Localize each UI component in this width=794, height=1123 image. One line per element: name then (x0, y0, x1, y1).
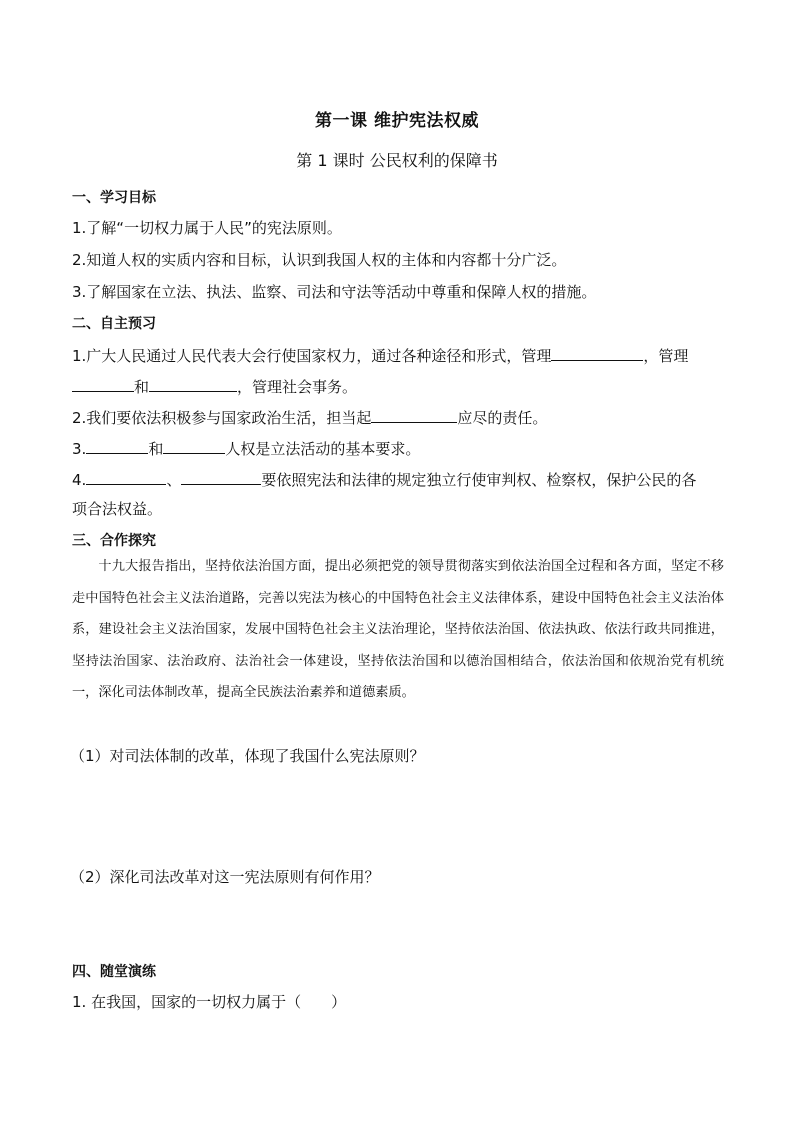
preview-question-2 (72, 405, 547, 428)
practice-question-1: 1. 在我国，国家的一切权力属于（ ） (72, 993, 347, 1011)
answer-blank[interactable] (86, 436, 148, 454)
explore-question-2: （2）深化司法改革对这一宪法原则有何作用？ (70, 868, 380, 886)
question-text: 3. (72, 440, 87, 458)
preview-question-1 (72, 343, 688, 366)
question-text: 1.广大人民通过人民代表大会行使国家权力，通过各种途径和形式，管理 (72, 347, 552, 365)
page-subtitle: 第 1 课时 公民权利的保障书 (296, 151, 498, 170)
preview-question-1-cont (72, 374, 357, 397)
answer-blank[interactable] (149, 374, 237, 392)
section-heading-goals: 一、学习目标 (72, 190, 156, 206)
answer-blank[interactable] (163, 436, 225, 454)
question-text: 和 (148, 440, 164, 458)
answer-blank[interactable] (86, 467, 166, 485)
preview-question-4 (72, 467, 696, 490)
question-text: 和 (134, 378, 150, 396)
answer-blank[interactable] (371, 405, 457, 423)
section-heading-preview: 二、自主预习 (72, 316, 156, 332)
answer-blank[interactable] (181, 467, 261, 485)
question-text: 2.我们要依法积极参与国家政治生活，担当起 (72, 409, 372, 427)
question-text: ，管理 (643, 347, 689, 365)
preview-question-4-cont: 项合法权益。 (72, 500, 163, 518)
question-text: ，管理社会事务。 (237, 378, 358, 396)
goal-item-1: 1.了解“一切权力属于人民”的宪法原则。 (72, 219, 342, 237)
goal-item-2: 2.知道人权的实质内容和目标，认识到我国人权的主体和内容都十分广泛。 (72, 251, 567, 269)
answer-blank[interactable] (551, 343, 643, 361)
question-text: 要依照宪法和法律的规定独立行使审判权、检察权，保护公民的各 (261, 471, 697, 489)
question-text: 4. (72, 471, 87, 489)
explore-question-1: （1）对司法体制的改革，体现了我国什么宪法原则？ (70, 747, 425, 765)
question-text: 应尽的责任。 (457, 409, 548, 427)
page-title: 第一课 维护宪法权威 (315, 111, 479, 131)
section-heading-explore: 三、合作探究 (72, 533, 156, 549)
goal-item-3: 3.了解国家在立法、执法、监察、司法和守法等活动中尊重和保障人权的措施。 (72, 283, 597, 301)
question-text: 、 (166, 471, 182, 489)
preview-question-3 (72, 436, 420, 459)
question-text: 人权是立法活动的基本要求。 (225, 440, 421, 458)
explore-passage: 十九大报告指出，坚持依法治国方面，提出必须把党的领导贯彻落实到依法治国全过程和各方面，坚定不移走中国特色社会主义法治道路，完善以宪法为核心的中国特色社会主义法律体系，建设中国特色社会主义法治体系，建设社会主义法治国家，发展中国特色社会主义法治理论，坚持依法治国、依法执政、依法行政共同推进，坚持法治国家、法治政府、法治社会一体建设，坚持依法治国和以德治国相结合，依法治国和依规治党有机统一，深化司法体制改革，提高全民族法治素养和道德素质。 (72, 559, 724, 700)
answer-blank[interactable] (72, 374, 134, 392)
section-heading-practice: 四、随堂演练 (72, 964, 156, 980)
